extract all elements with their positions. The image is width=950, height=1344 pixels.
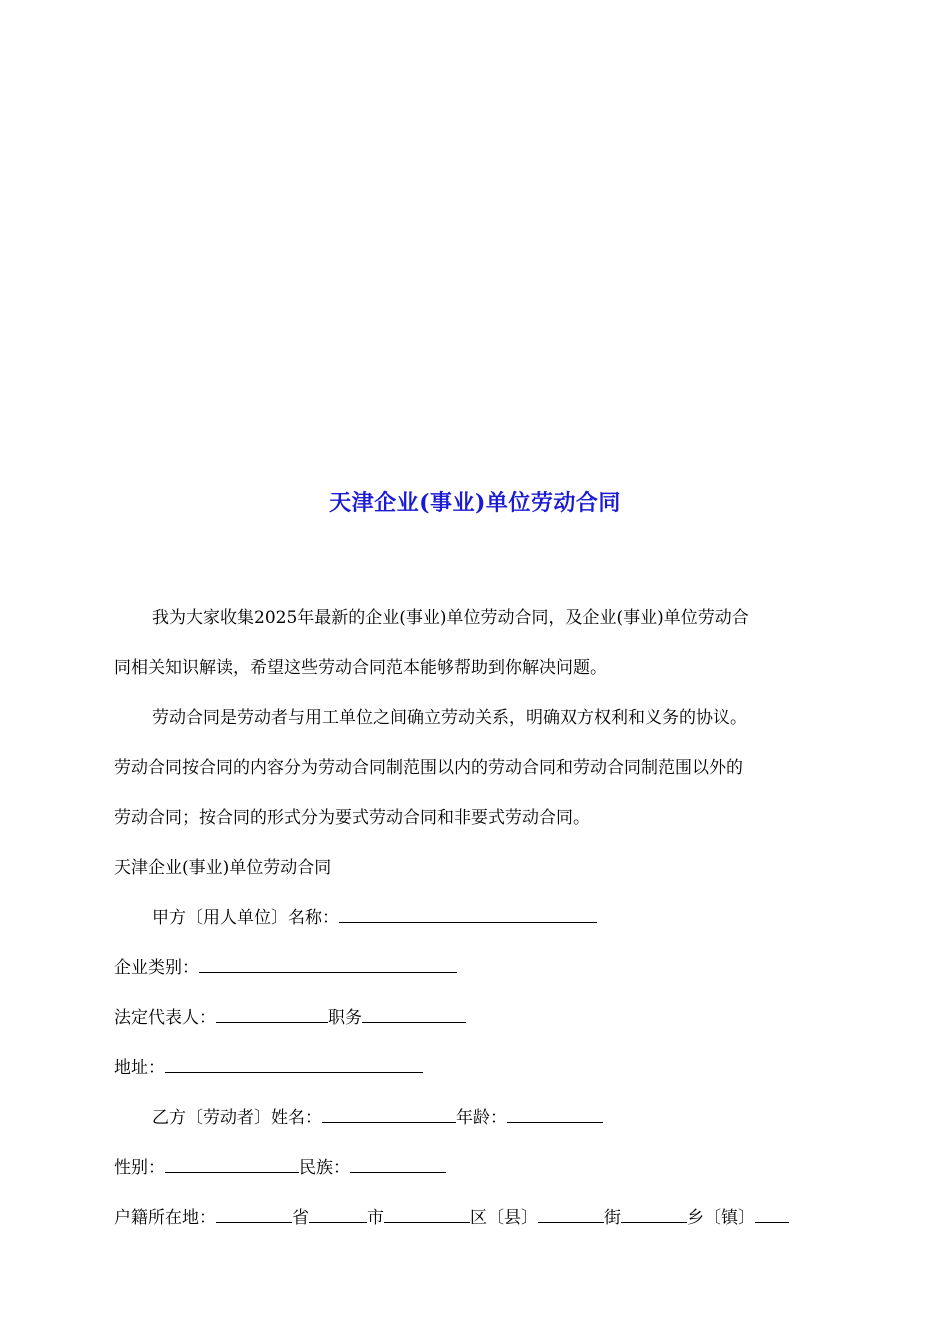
party-b-name-blank — [322, 1106, 456, 1123]
province-blank — [216, 1206, 292, 1223]
intro-paragraph-line: 同相关知识解读，希望这些劳动合同范本能够帮助到你解决问题。 — [114, 658, 607, 678]
enterprise-type-blank — [199, 956, 457, 973]
address-label: 地址： — [114, 1058, 165, 1078]
gender-blank — [165, 1156, 299, 1173]
age-label: 年龄： — [456, 1108, 507, 1128]
district-label: 区〔县〕 — [470, 1208, 538, 1228]
township-label: 乡〔镇〕 — [687, 1208, 755, 1228]
street-label: 街 — [604, 1208, 621, 1228]
contract-subtitle: 天津企业(事业)单位劳动合同 — [114, 858, 332, 878]
address-row — [114, 1056, 844, 1080]
legal-rep-row — [114, 1006, 844, 1030]
district-blank — [384, 1206, 470, 1223]
city-label: 市 — [367, 1208, 384, 1228]
street-blank — [538, 1206, 604, 1223]
intro-paragraph-line: 我为大家收集2025年最新的企业(事业)单位劳动合同，及企业(事业)单位劳动合 — [152, 608, 749, 628]
definition-paragraph-line: 劳动合同是劳动者与用工单位之间确立劳动关系，明确双方权利和义务的协议。 — [152, 708, 747, 728]
ethnicity-label: 民族： — [299, 1158, 350, 1178]
age-blank — [507, 1106, 603, 1123]
gender-row — [114, 1156, 844, 1180]
ethnicity-blank — [350, 1156, 446, 1173]
party-b-name-label: 乙方〔劳动者〕姓名： — [152, 1108, 322, 1128]
enterprise-type-row — [114, 956, 844, 980]
party-a-name-label: 甲方〔用人单位〕名称： — [152, 908, 339, 928]
definition-paragraph-line: 劳动合同按合同的内容分为劳动合同制范围以内的劳动合同和劳动合同制范围以外的 — [114, 758, 743, 778]
township-blank — [621, 1206, 687, 1223]
legal-rep-blank — [216, 1006, 328, 1023]
province-label: 省 — [292, 1208, 309, 1228]
legal-rep-label: 法定代表人： — [114, 1008, 216, 1028]
position-label: 职务 — [328, 1008, 362, 1028]
city-blank — [309, 1206, 367, 1223]
gender-label: 性别： — [114, 1158, 165, 1178]
party-a-name-row — [114, 906, 882, 930]
position-blank — [362, 1006, 466, 1023]
enterprise-type-label: 企业类别： — [114, 958, 199, 978]
definition-paragraph-line: 劳动合同；按合同的形式分为要式劳动合同和非要式劳动合同。 — [114, 808, 590, 828]
trailing-blank — [755, 1206, 789, 1223]
party-a-name-blank — [339, 906, 597, 923]
document-title: 天津企业(事业)单位劳动合同 — [329, 490, 621, 516]
hukou-label: 户籍所在地： — [114, 1208, 216, 1228]
party-b-name-row — [114, 1106, 882, 1130]
address-blank — [165, 1056, 423, 1073]
hukou-row — [114, 1206, 844, 1230]
